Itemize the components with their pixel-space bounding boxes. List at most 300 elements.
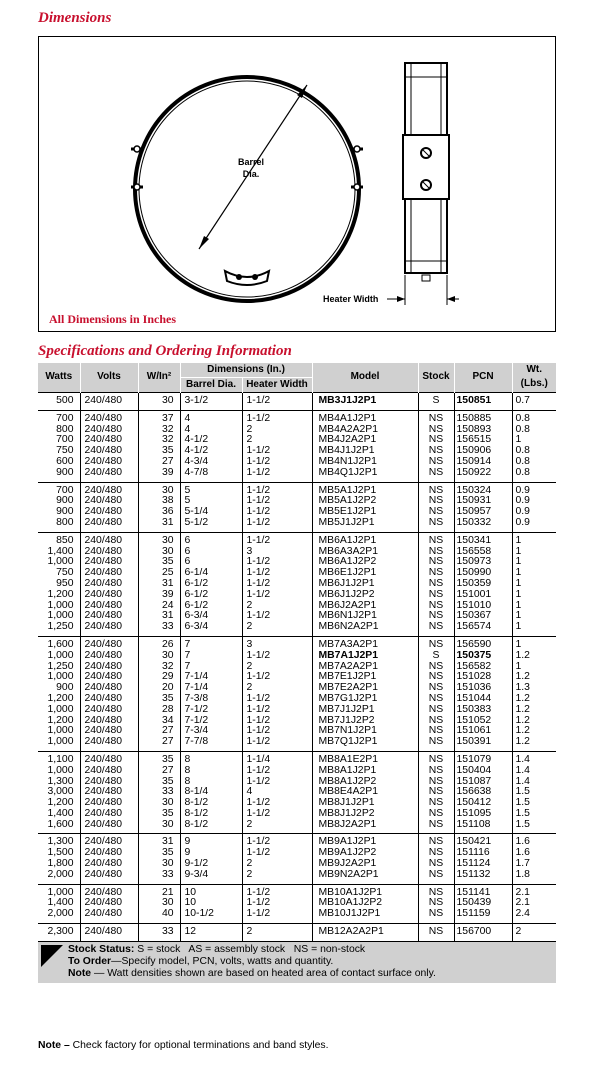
barrel-label-line2: Dia. <box>242 169 260 179</box>
cell-w-in2: 35 <box>138 694 180 705</box>
cell-stock: NS <box>418 683 454 694</box>
table-row <box>38 716 556 727</box>
cell-model: MB10A1J2P1 <box>312 884 418 898</box>
cell-w-in2: 35 <box>138 751 180 765</box>
col-header-w-in2: W/In² <box>138 363 180 393</box>
cell-volts: 240/480 <box>80 705 138 716</box>
table-row <box>38 924 556 941</box>
cell-weight: 1 <box>512 435 556 446</box>
cell-pcn: 151159 <box>454 909 512 923</box>
cell-pcn: 150851 <box>454 393 512 411</box>
cell-volts: 240/480 <box>80 737 138 751</box>
cell-model: MB7E2A2P1 <box>312 683 418 694</box>
cell-weight: 1.2 <box>512 694 556 705</box>
table-row <box>38 611 556 622</box>
cell-w-in2: 38 <box>138 496 180 507</box>
cell-watts: 1,500 <box>47 848 74 859</box>
cell-heater-width: 2 <box>242 870 312 884</box>
cell-heater-width: 1-1/2 <box>242 909 312 923</box>
cell-w-in2: 35 <box>138 557 180 568</box>
cell-weight: 1 <box>512 622 556 636</box>
cell-model: MB6N2A2P1 <box>312 622 418 636</box>
cell-stock: NS <box>418 884 454 898</box>
cell-volts: 240/480 <box>80 716 138 727</box>
cell-pcn: 150990 <box>454 568 512 579</box>
cell-stock: NS <box>418 694 454 705</box>
cell-model: MB5E1J2P1 <box>312 507 418 518</box>
table-row <box>38 457 556 468</box>
cell-model: MB8E4A2P1 <box>312 787 418 798</box>
triangle-marker-icon <box>41 945 63 967</box>
cell-pcn: 150391 <box>454 737 512 751</box>
cell-volts: 240/480 <box>80 579 138 590</box>
cell-w-in2: 30 <box>138 898 180 909</box>
cell-stock: NS <box>418 716 454 727</box>
cell-w-in2: 35 <box>138 446 180 457</box>
cell-barrel-dia: 10-1/2 <box>180 909 242 923</box>
cell-model: MB7A3A2P1 <box>312 636 418 650</box>
cell-pcn: 150893 <box>454 425 512 436</box>
table-row <box>38 662 556 673</box>
cell-w-in2: 32 <box>138 435 180 446</box>
table-row <box>38 636 556 650</box>
cell-stock: NS <box>418 482 454 496</box>
barrel-inner-circle <box>139 81 355 297</box>
cell-w-in2: 30 <box>138 798 180 809</box>
cell-barrel-dia: 9-1/2 <box>180 859 242 870</box>
cell-weight: 1.2 <box>512 716 556 727</box>
cell-model: MB12A2A2P1 <box>312 924 418 941</box>
cell-watts: 1,400 <box>47 898 74 909</box>
cell-volts: 240/480 <box>80 457 138 468</box>
cell-model: MB4J1J2P1 <box>312 446 418 457</box>
footer-note-line <box>38 968 556 980</box>
spec-group <box>38 636 556 751</box>
table-row <box>38 909 556 923</box>
table-row <box>38 435 556 446</box>
cell-model: MB4A1J2P1 <box>312 410 418 424</box>
cell-w-in2: 35 <box>138 848 180 859</box>
cell-stock: NS <box>418 672 454 683</box>
cell-barrel-dia: 8 <box>180 777 242 788</box>
cell-stock: NS <box>418 870 454 884</box>
cell-volts: 240/480 <box>80 532 138 546</box>
cell-volts: 240/480 <box>80 651 138 662</box>
cell-pcn: 156574 <box>454 622 512 636</box>
cell-watts: 1,000 <box>47 765 74 776</box>
cell-watts: 1,250 <box>47 661 74 672</box>
cell-weight: 2.1 <box>512 884 556 898</box>
cell-w-in2: 29 <box>138 672 180 683</box>
cell-volts: 240/480 <box>80 820 138 834</box>
cell-barrel-dia: 7-1/2 <box>180 716 242 727</box>
cell-volts: 240/480 <box>80 482 138 496</box>
cell-barrel-dia: 8 <box>180 766 242 777</box>
cell-barrel-dia: 5 <box>180 482 242 496</box>
cell-heater-width: 2 <box>242 435 312 446</box>
cell-watts: 1,800 <box>47 859 74 870</box>
cell-watts: 2,300 <box>47 926 74 938</box>
cell-volts: 240/480 <box>80 798 138 809</box>
specs-title: Specifications and Ordering Information <box>38 343 292 359</box>
cell-weight: 0.9 <box>512 482 556 496</box>
cell-heater-width: 1-1/2 <box>242 532 312 546</box>
cell-heater-width: 1-1/2 <box>242 393 312 411</box>
cell-pcn: 156582 <box>454 662 512 673</box>
cell-model: MB3J1J2P1 <box>312 393 418 411</box>
cell-watts: 700 <box>56 412 74 424</box>
cell-barrel-dia: 7-7/8 <box>180 737 242 751</box>
cell-weight: 1 <box>512 579 556 590</box>
cell-weight: 1.6 <box>512 834 556 848</box>
cell-volts: 240/480 <box>80 672 138 683</box>
cell-w-in2: 27 <box>138 726 180 737</box>
cell-model: MB9J2A2P1 <box>312 859 418 870</box>
cell-model: MB5A1J2P1 <box>312 482 418 496</box>
cell-volts: 240/480 <box>80 766 138 777</box>
cell-stock: NS <box>418 737 454 751</box>
cell-weight: 1.2 <box>512 672 556 683</box>
cell-heater-width: 2 <box>242 683 312 694</box>
table-row <box>38 705 556 716</box>
cell-volts: 240/480 <box>80 662 138 673</box>
table-row <box>38 726 556 737</box>
cell-heater-width: 1-1/2 <box>242 726 312 737</box>
cell-volts: 240/480 <box>80 834 138 848</box>
table-row <box>38 848 556 859</box>
cell-model: MB7N1J2P1 <box>312 726 418 737</box>
table-row <box>38 777 556 788</box>
cell-weight: 1.5 <box>512 809 556 820</box>
table-row <box>38 568 556 579</box>
cell-pcn: 151079 <box>454 751 512 765</box>
cell-w-in2: 30 <box>138 532 180 546</box>
cell-stock: NS <box>418 924 454 941</box>
cell-heater-width: 1-1/2 <box>242 457 312 468</box>
col-header-watts: Watts <box>38 363 80 393</box>
cell-volts: 240/480 <box>80 568 138 579</box>
cell-watts: 1,200 <box>47 798 74 809</box>
cell-model: MB6J2A2P1 <box>312 601 418 612</box>
col-header-wt-unit: (Lbs.) <box>512 378 556 393</box>
cell-watts: 1,000 <box>47 557 74 568</box>
cell-model: MB6J1J2P1 <box>312 579 418 590</box>
cell-heater-width: 1-1/2 <box>242 884 312 898</box>
cell-w-in2: 27 <box>138 766 180 777</box>
cell-w-in2: 36 <box>138 507 180 518</box>
cell-w-in2: 30 <box>138 651 180 662</box>
table-row <box>38 870 556 884</box>
cell-pcn: 156590 <box>454 636 512 650</box>
cell-watts: 800 <box>56 517 74 528</box>
cell-stock: NS <box>418 798 454 809</box>
cell-heater-width: 1-1/2 <box>242 507 312 518</box>
cell-stock: NS <box>418 590 454 601</box>
cell-barrel-dia: 4-1/2 <box>180 446 242 457</box>
cell-model: MB7E1J2P1 <box>312 672 418 683</box>
cell-model: MB4Q1J2P1 <box>312 468 418 482</box>
cell-weight: 1 <box>512 611 556 622</box>
cell-stock: NS <box>418 601 454 612</box>
cell-stock: NS <box>418 579 454 590</box>
table-row <box>38 393 556 411</box>
cell-watts: 3,000 <box>47 787 74 798</box>
cell-model: MB10A1J2P2 <box>312 898 418 909</box>
cell-w-in2: 33 <box>138 924 180 941</box>
cell-barrel-dia: 6-1/4 <box>180 568 242 579</box>
cell-w-in2: 31 <box>138 579 180 590</box>
cell-barrel-dia: 8-1/2 <box>180 798 242 809</box>
cell-barrel-dia: 8-1/4 <box>180 787 242 798</box>
table-row <box>38 496 556 507</box>
cell-watts: 1,000 <box>47 672 74 683</box>
cell-barrel-dia: 6 <box>180 532 242 546</box>
cell-model: MB4A2A2P1 <box>312 425 418 436</box>
cell-watts: 950 <box>56 578 74 589</box>
cell-pcn: 150375 <box>454 651 512 662</box>
cell-model: MB9A1J2P1 <box>312 834 418 848</box>
cell-barrel-dia: 7-1/4 <box>180 683 242 694</box>
cell-stock: NS <box>418 425 454 436</box>
cell-volts: 240/480 <box>80 547 138 558</box>
cell-barrel-dia: 5-1/2 <box>180 518 242 532</box>
table-row <box>38 622 556 636</box>
bottom-note <box>38 1040 329 1051</box>
table-row <box>38 834 556 848</box>
table-row <box>38 737 556 751</box>
cell-stock: NS <box>418 507 454 518</box>
table-row <box>38 482 556 496</box>
cell-weight: 0.8 <box>512 410 556 424</box>
cell-pcn: 150412 <box>454 798 512 809</box>
cell-watts: 900 <box>56 467 74 478</box>
cell-barrel-dia: 4-7/8 <box>180 468 242 482</box>
cell-stock: NS <box>418 611 454 622</box>
cell-pcn: 151061 <box>454 726 512 737</box>
cell-model: MB7G1J2P1 <box>312 694 418 705</box>
table-row <box>38 651 556 662</box>
cell-stock: NS <box>418 457 454 468</box>
cell-model: MB6J1J2P2 <box>312 590 418 601</box>
cell-weight: 1 <box>512 590 556 601</box>
table-row <box>38 898 556 909</box>
footer-note-text: — Watt densities shown are based on heated area of contact surface only. <box>91 967 436 979</box>
cell-barrel-dia: 7 <box>180 651 242 662</box>
cell-model: MB5A1J2P2 <box>312 496 418 507</box>
cell-stock: NS <box>418 468 454 482</box>
cell-weight: 2.1 <box>512 898 556 909</box>
cell-heater-width: 1-1/2 <box>242 410 312 424</box>
table-row <box>38 694 556 705</box>
cell-w-in2: 33 <box>138 622 180 636</box>
cell-model: MB7A1J2P1 <box>312 651 418 662</box>
cell-stock: NS <box>418 751 454 765</box>
cell-heater-width: 2 <box>242 924 312 941</box>
cell-heater-width: 2 <box>242 662 312 673</box>
cell-heater-width: 2 <box>242 820 312 834</box>
cell-volts: 240/480 <box>80 557 138 568</box>
cell-barrel-dia: 7-3/8 <box>180 694 242 705</box>
cell-pcn: 151044 <box>454 694 512 705</box>
col-header-stock: Stock <box>418 363 454 393</box>
cell-barrel-dia: 6 <box>180 547 242 558</box>
cell-heater-width: 1-1/2 <box>242 809 312 820</box>
spec-group <box>38 393 556 411</box>
cell-barrel-dia: 6-3/4 <box>180 611 242 622</box>
cell-watts: 2,000 <box>47 869 74 880</box>
cell-stock: NS <box>418 809 454 820</box>
cell-volts: 240/480 <box>80 751 138 765</box>
cell-heater-width: 1-1/2 <box>242 568 312 579</box>
spec-group <box>38 924 556 941</box>
cell-pcn: 150324 <box>454 482 512 496</box>
table-row <box>38 751 556 765</box>
spec-group <box>38 834 556 884</box>
table-row <box>38 683 556 694</box>
cell-w-in2: 24 <box>138 601 180 612</box>
cell-watts: 1,000 <box>47 650 74 661</box>
cell-barrel-dia: 7 <box>180 636 242 650</box>
cell-weight: 1 <box>512 532 556 546</box>
cell-w-in2: 25 <box>138 568 180 579</box>
cell-watts: 500 <box>56 395 74 406</box>
cell-volts: 240/480 <box>80 518 138 532</box>
cell-w-in2: 21 <box>138 884 180 898</box>
footer-note-label: Note <box>68 967 92 979</box>
cell-watts: 1,300 <box>47 836 74 848</box>
cell-volts: 240/480 <box>80 507 138 518</box>
cell-barrel-dia: 5-1/4 <box>180 507 242 518</box>
spec-table <box>38 363 556 941</box>
cell-stock: NS <box>418 777 454 788</box>
cell-watts: 1,100 <box>47 753 74 765</box>
cell-model: MB4N1J2P1 <box>312 457 418 468</box>
cell-heater-width: 3 <box>242 636 312 650</box>
cell-w-in2: 31 <box>138 611 180 622</box>
bottom-note-label: Note – <box>38 1040 70 1051</box>
cell-weight: 0.8 <box>512 446 556 457</box>
cell-heater-width: 1-1/2 <box>242 672 312 683</box>
cell-w-in2: 35 <box>138 777 180 788</box>
cell-watts: 1,200 <box>47 589 74 600</box>
cell-pcn: 150439 <box>454 898 512 909</box>
to-order-text: —Specify model, PCN, volts, watts and quantity. <box>111 955 334 967</box>
cell-heater-width: 1-1/2 <box>242 496 312 507</box>
barrel-circle <box>135 77 359 301</box>
cell-pcn: 156558 <box>454 547 512 558</box>
cell-barrel-dia: 6-1/2 <box>180 590 242 601</box>
cell-stock: NS <box>418 518 454 532</box>
cell-volts: 240/480 <box>80 898 138 909</box>
cell-w-in2: 40 <box>138 909 180 923</box>
cell-stock: S <box>418 651 454 662</box>
cell-watts: 750 <box>56 446 74 457</box>
cell-stock: NS <box>418 909 454 923</box>
cell-barrel-dia: 4 <box>180 410 242 424</box>
cell-model: MB6A1J2P2 <box>312 557 418 568</box>
cell-stock: NS <box>418 435 454 446</box>
cell-weight: 0.7 <box>512 393 556 411</box>
cell-pcn: 150359 <box>454 579 512 590</box>
cell-weight: 1.2 <box>512 726 556 737</box>
cell-stock: NS <box>418 820 454 834</box>
cell-pcn: 151095 <box>454 809 512 820</box>
cell-stock: NS <box>418 848 454 859</box>
cell-weight: 1 <box>512 568 556 579</box>
cell-heater-width: 1-1/2 <box>242 898 312 909</box>
cell-watts: 1,400 <box>47 546 74 557</box>
cell-weight: 1 <box>512 547 556 558</box>
cell-heater-width: 2 <box>242 601 312 612</box>
cell-heater-width: 1-1/2 <box>242 834 312 848</box>
cell-pcn: 150922 <box>454 468 512 482</box>
cell-w-in2: 28 <box>138 705 180 716</box>
cell-weight: 0.9 <box>512 518 556 532</box>
cell-w-in2: 26 <box>138 636 180 650</box>
cell-heater-width: 1-1/2 <box>242 468 312 482</box>
cell-volts: 240/480 <box>80 393 138 411</box>
barrel-label-line1: Barrel <box>237 157 265 167</box>
cell-pcn: 156638 <box>454 787 512 798</box>
cell-w-in2: 33 <box>138 870 180 884</box>
col-header-heater-width: Heater Width <box>242 378 312 393</box>
cell-watts: 700 <box>56 435 74 446</box>
cell-volts: 240/480 <box>80 622 138 636</box>
col-header-wt: Wt. <box>512 363 556 378</box>
cell-volts: 240/480 <box>80 787 138 798</box>
cell-volts: 240/480 <box>80 435 138 446</box>
cell-model: MB6A3A2P1 <box>312 547 418 558</box>
cell-weight: 1.7 <box>512 859 556 870</box>
cell-barrel-dia: 6-3/4 <box>180 622 242 636</box>
table-row <box>38 507 556 518</box>
table-row <box>38 884 556 898</box>
cell-w-in2: 32 <box>138 425 180 436</box>
cell-heater-width: 1-1/2 <box>242 798 312 809</box>
cell-model: MB7J1J2P1 <box>312 705 418 716</box>
cell-pcn: 150914 <box>454 457 512 468</box>
cell-volts: 240/480 <box>80 601 138 612</box>
cell-model: MB8A1J2P2 <box>312 777 418 788</box>
cell-pcn: 150332 <box>454 518 512 532</box>
cell-watts: 1,000 <box>47 886 74 898</box>
cell-weight: 1 <box>512 601 556 612</box>
cell-weight: 1.8 <box>512 870 556 884</box>
cell-pcn: 151132 <box>454 870 512 884</box>
cell-watts: 2,000 <box>47 909 74 920</box>
cell-model: MB9N2A2P1 <box>312 870 418 884</box>
table-row <box>38 446 556 457</box>
table-row <box>38 672 556 683</box>
cell-pcn: 150931 <box>454 496 512 507</box>
spec-group <box>38 482 556 532</box>
cell-pcn: 151028 <box>454 672 512 683</box>
cell-weight: 1.4 <box>512 777 556 788</box>
cell-heater-width: 1-1/2 <box>242 518 312 532</box>
cell-weight: 1 <box>512 557 556 568</box>
cell-barrel-dia: 8-1/2 <box>180 809 242 820</box>
cell-model: MB7Q1J2P1 <box>312 737 418 751</box>
cell-barrel-dia: 12 <box>180 924 242 941</box>
cell-weight: 0.8 <box>512 457 556 468</box>
cell-stock: NS <box>418 859 454 870</box>
dimensions-panel <box>38 36 556 332</box>
cell-pcn: 156700 <box>454 924 512 941</box>
cell-w-in2: 27 <box>138 457 180 468</box>
cell-barrel-dia: 10 <box>180 884 242 898</box>
cell-w-in2: 30 <box>138 547 180 558</box>
cell-heater-width: 3 <box>242 547 312 558</box>
